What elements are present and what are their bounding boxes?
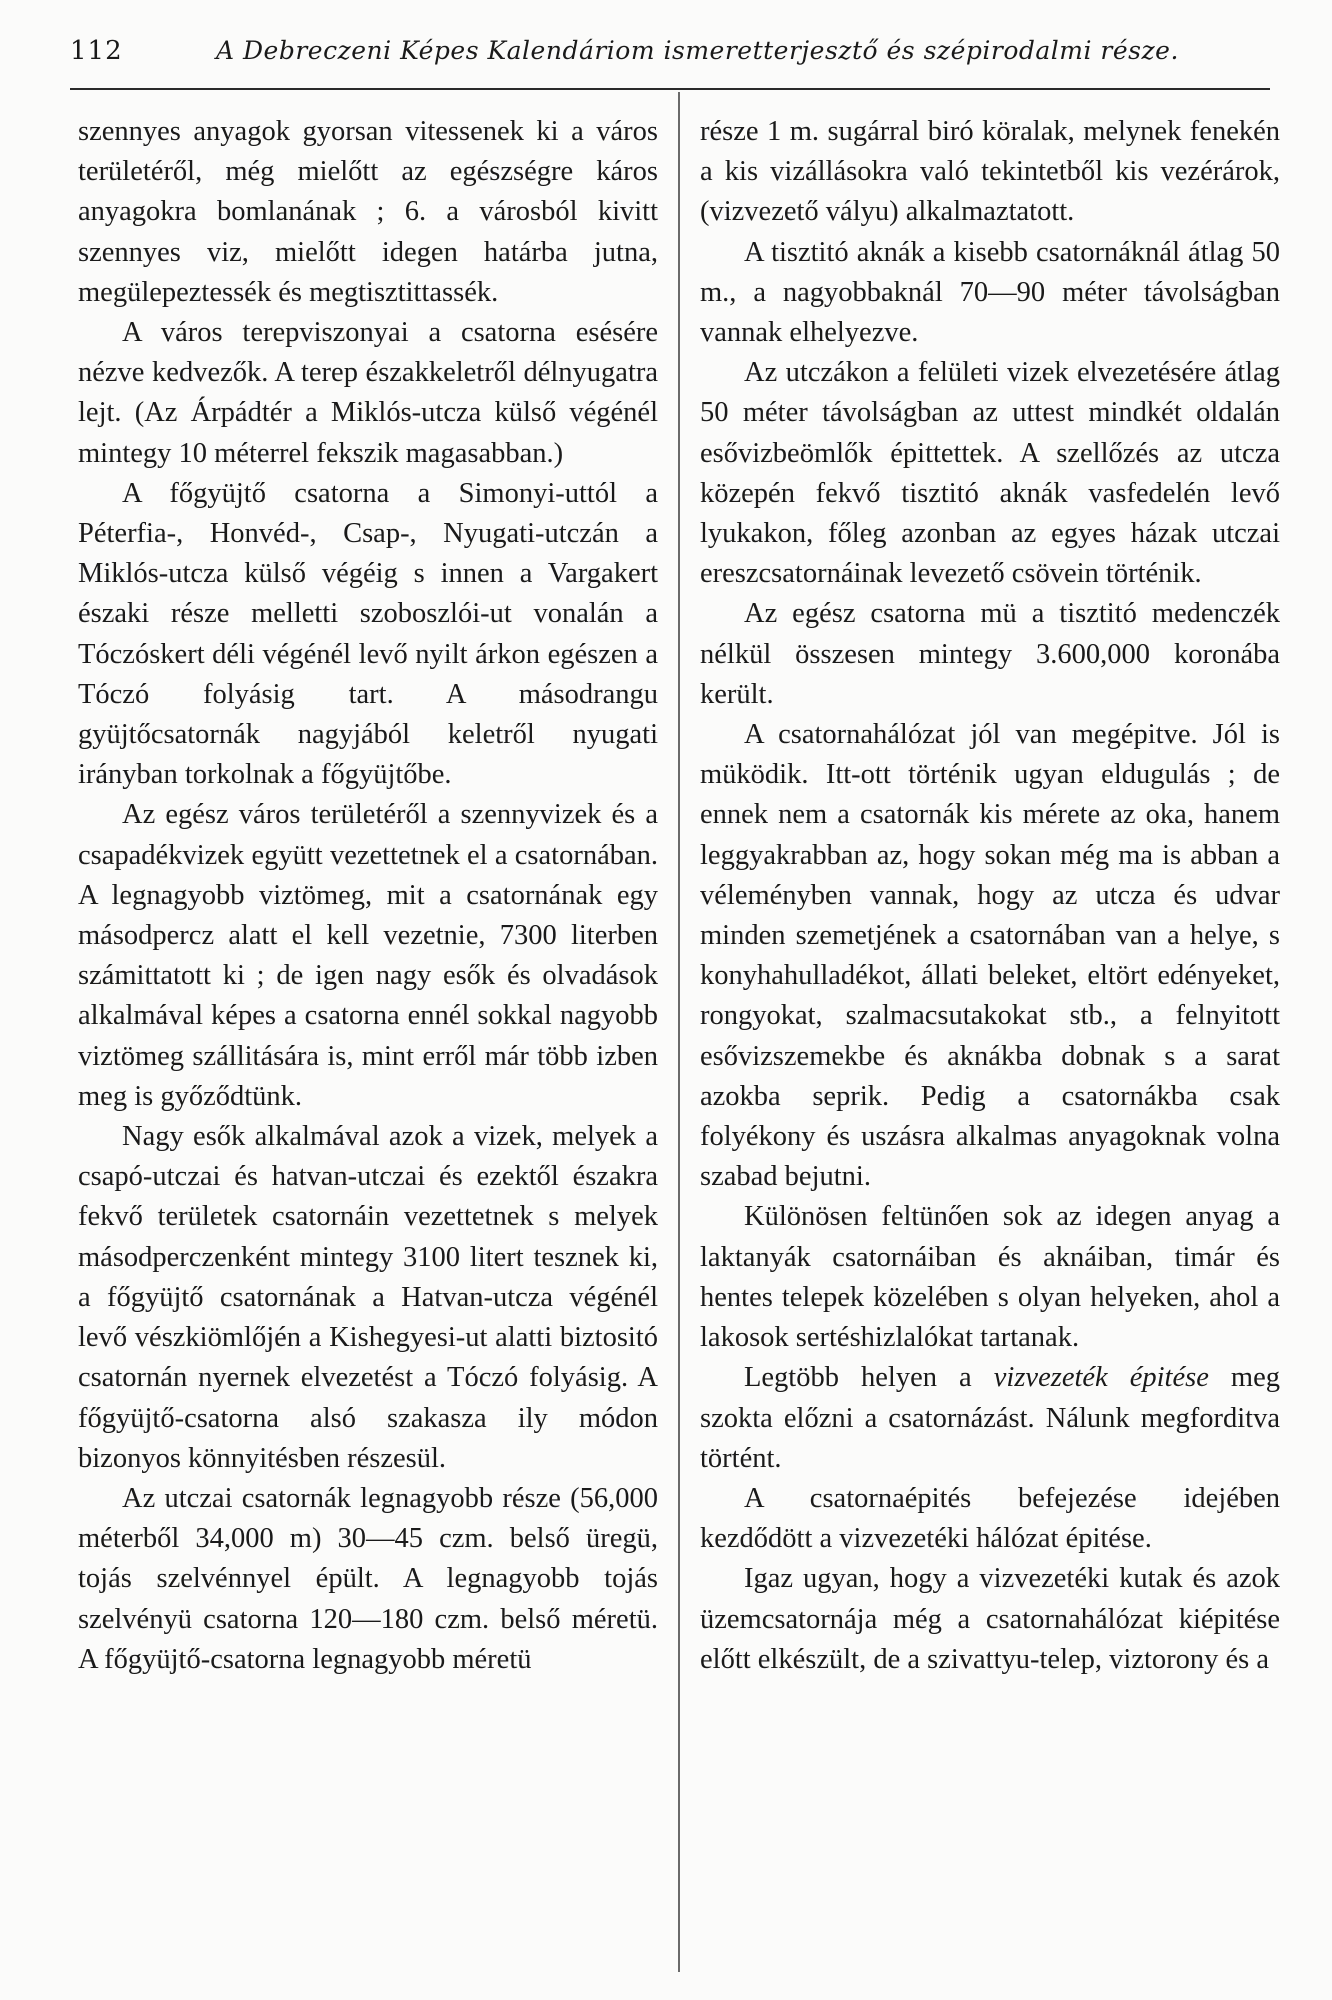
paragraph: szennyes anyagok gyorsan vitessenek ki a város területéről, még mielőtt az egészségre káros anyagokra bomlanának ; 6. a városból kivitt szennyes viz, mielőtt idegen határba jutna, megülepeztessék és megtisztittassék. [78,116,658,308]
paragraph: A város terepviszonyai a csatorna esésére nézve kedvezők. A terep északkeletről délnyugatra lejt. (Az Árpádtér a Miklós-utcza külső végénél mintegy 10 méterrel fekszik magasabban.) [78,317,658,469]
paragraph: A csatornahálózat jól van megépitve. Jól is müködik. Itt-ott történik ugyan eldugulás ; de ennek nem a csatornák kis mérete az oka, hanem leggyakrabban az, hogy sokan még ma is abban a véleményben vannak, hogy az utcza és udvar minden szemetjének a csatornában van a helye, s konyhahulladékot, állati beleket, eltört edényeket, rongyokat, szalmacsutakokat stb., a felnyitott esővizszemekbe és aknákba dobnak s a sarat azokba seprik. Pedig a csatornákba csak folyékony és uszásra alkalmas anyagoknak volna szabad bejutni. [700,719,1280,1193]
column-divider [678,92,680,1972]
emphasized-text: vizvezeték épitése [993,1362,1209,1394]
paragraph: A főgyüjtő csatorna a Simonyi-uttól a Péterfia-, Honvéd-, Csap-, Nyugati-utczán a Miklós-utcza külső végéig s innen a Vargakert északi része melletti szoboszlói-ut vonalán a Tóczóskert déli végénél levő nyilt árkon egészen a Tóczó folyásig tart. A másodrangu gyüjtőcsatornák nagyjából keletről nyugati irányban torkolnak a főgyüjtőbe. [78,477,658,791]
page-number: 112 [70,36,123,66]
left-column [78,112,658,1680]
page-header [70,36,1270,76]
paragraph: Az utczai csatornák legnagyobb része (56,000 méterből 34,000 m) 30—45 czm. belső üregü, tojás szelvénnyel épült. A legnagyobb tojás szelvényü csatorna 120—180 czm. belső méretü. A főgyüjtő-csatorna legnagyobb méretü [78,1482,658,1675]
paragraph-text: Legtöbb helyen a [744,1362,994,1394]
running-title: A Debreczeni Képes Kalendáriom ismeretterjesztő és szépirodalmi része. [216,36,1179,65]
paragraph: Igaz ugyan, hogy a vizvezetéki kutak és azok üzemcsatornája még a csatornahálózat kiépitése előtt elkészült, de a szivattyu-telep, viztorony és a [700,1563,1280,1675]
paragraph [700,1358,1280,1479]
paragraph: A tisztitó aknák a kisebb csatornáknál átlag 50 m., a nagyobbaknál 70—90 méter távolságban vannak elhelyezve. [700,236,1280,349]
paragraph: A csatornaépités befejezése idejében kezdődött a vizvezetéki hálózat épitése. [700,1482,1280,1555]
paragraph: Különösen feltünően sok az idegen anyag a laktanyák csatornáiban és aknáiban, timár és hentes telepek közelében s olyan helyeken, ahol a lakosok sertéshizlalókat tartanak. [700,1201,1280,1354]
paragraph: része 1 m. sugárral biró köralak, melynek fenekén a kis vizállásokra való tekintetből kis vezérárok, (vizvezető vályu) alkalmaztatott. [700,116,1280,228]
paragraph: Az egész csatorna mü a tisztitó medenczék nélkül összesen mintegy 3.600,000 koronába került. [700,598,1280,710]
paragraph-text: meg szokta előzni a csatornázást. Nálunk megforditva történt. [700,1362,1280,1474]
paragraph: Az utczákon a felületi vizek elvezetésére átlag 50 méter távolságban az uttest mindkét oldalán esővizbeömlők épittettek. A szellőzés az utcza közepén fekvő tisztitó aknák vasfedelén levő lyukakon, főleg azonban az egyes házak utczai ereszcsatornáinak levezető csövein történik. [700,357,1280,590]
paragraph: Az egész város területéről a szennyvizek és a csapadékvizek együtt vezettetnek el a csatornában. A legnagyobb viztömeg, mit a csatornának egy másodpercz alatt el kell vezetnie, 7300 literben számittatott ki ; de igen nagy esők és olvadások alkalmával képes a csatorna ennél sokkal nagyobb viztömeg szállitására is, mint erről már több izben meg is győződtünk. [78,799,658,1112]
right-column [700,112,1280,1680]
paragraph: Nagy esők alkalmával azok a vizek, melyek a csapó-utczai és hatvan-utczai és ezektől északra fekvő területek csatornáin vezettetnek s melyek másodperczenként mintegy 3100 litert tesznek ki, a főgyüjtő csatornának a Hatvan-utcza végénél levő vészkiömlőjén a Kishegyesi-ut alatti biztositó csatornán nyernek elvezetést a Tóczó folyásig. A főgyüjtő-csatorna alsó szakasza ily módon bizonyos könnyitésben részesül. [78,1121,658,1474]
header-rule [70,88,1270,90]
